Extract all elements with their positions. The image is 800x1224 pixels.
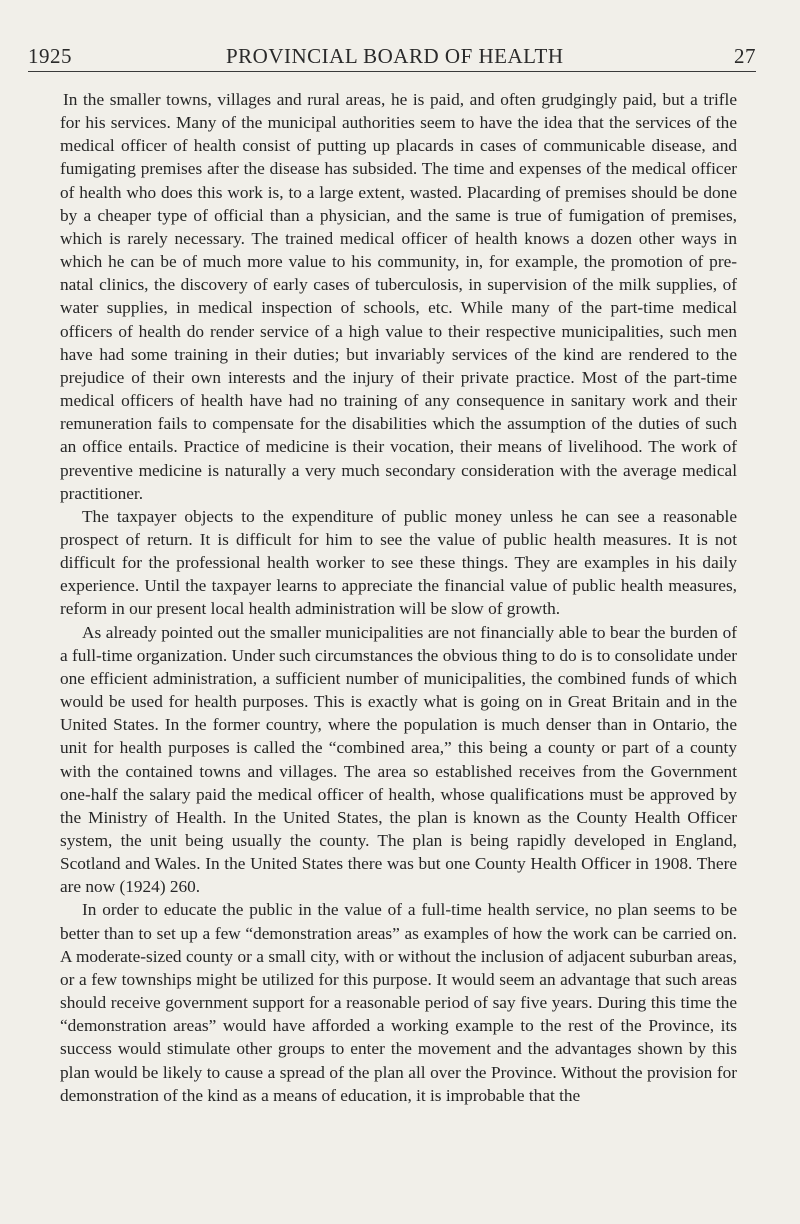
header-year: 1925 (28, 44, 72, 68)
paragraph: As already pointed out the smaller municipalities are not financially able to bear the burden of a full-time organization. Under such circumstances the obvious thing to do is to consolidate under one efficient administration, a sufficient number of municipalities, the combined funds of which would be used for health purposes. This is exactly what is going on in Great Britain and in the United States. In the former country, where the population is much denser than in Ontario, the unit for health purposes is called the “combined area,” this being a county or part of a county with the contained towns and villages. The area so established receives from the Government one-half the salary paid the medical officer of health, whose qualifications must be approved by the Ministry of Health. In the United States, the plan is known as the County Health Officer system, the unit being usually the county. The plan is being rapidly developed in England, Scotland and Wales. In the United States there was but one County Health Officer in 1908. There are now (1924) 260. (60, 622, 737, 897)
header-title: PROVINCIAL BOARD OF HEALTH (226, 44, 564, 68)
page-number: 27 (734, 44, 756, 68)
paragraph: The taxpayer objects to the expenditure of public money unless he can see a reasonable prospect of return. It is difficult for him to see the value of public health measures. It is not difficult for the professional health worker to see these things. They are examples in his daily experience. Until the taxpayer learns to appreciate the financial value of public health measures, reform in our present local health administration will be slow of growth. (60, 506, 737, 619)
running-header (28, 44, 756, 78)
paragraph: In order to educate the public in the value of a full-time health service, no plan seems to be better than to set up a few “demonstration areas” as examples of how the work can be carried on. A moderate-sized county or a small city, with or without the inclusion of adjacent suburban areas, or a few townships might be utilized for this purpose. It would seem an advantage that such areas should receive government support for a reasonable period of say five years. During this time the “demonstration areas” would have afforded a working example to the rest of the Province, its success would stimulate other groups to enter the movement and the advantages shown by this plan would be likely to cause a spread of the plan all over the Province. Without the provision for demonstration of the kind as a means of education, it is improbable that the (60, 900, 737, 1105)
header-rule (28, 71, 756, 72)
paragraph: In the smaller towns, villages and rural areas, he is paid, and often grudgingly paid, but a trifle for his services. Many of the municipal authorities seem to have the idea that the services of the medical officer of health consist of putting up placards in cases of communicable disease, and fumigating premises after the disease has subsided. The time and expenses of the medical officer of health who does this work is, to a large extent, wasted. Placarding of premises should be done by a cheaper type of official than a physician, and the same is true of fumigation of premises, which is rarely necessary. The trained medical officer of health knows a dozen other ways in which he can be of much more value to his community, in, for example, the promotion of pre-natal clinics, the discovery of early cases of tuberculosis, in supervision of the milk supplies, of water supplies, in medical inspection of schools, etc. While many of the part-time medical officers of health do render service of a high value to their respective municipalities, such men have had some training in their duties; but invariably services of the kind are rendered to the prejudice of their own interests and the injury of their private practice. Most of the part-time medical officers of health have had no training of any consequence in sanitary work and their remuneration fails to compensate for the disabilities which the assumption of the duties of such an office entails. Practice of medicine is their vocation, their means of livelihood. The work of preventive medicine is naturally a very much secondary consideration with the average medical practitioner. (60, 90, 737, 503)
body-text (60, 88, 737, 1107)
